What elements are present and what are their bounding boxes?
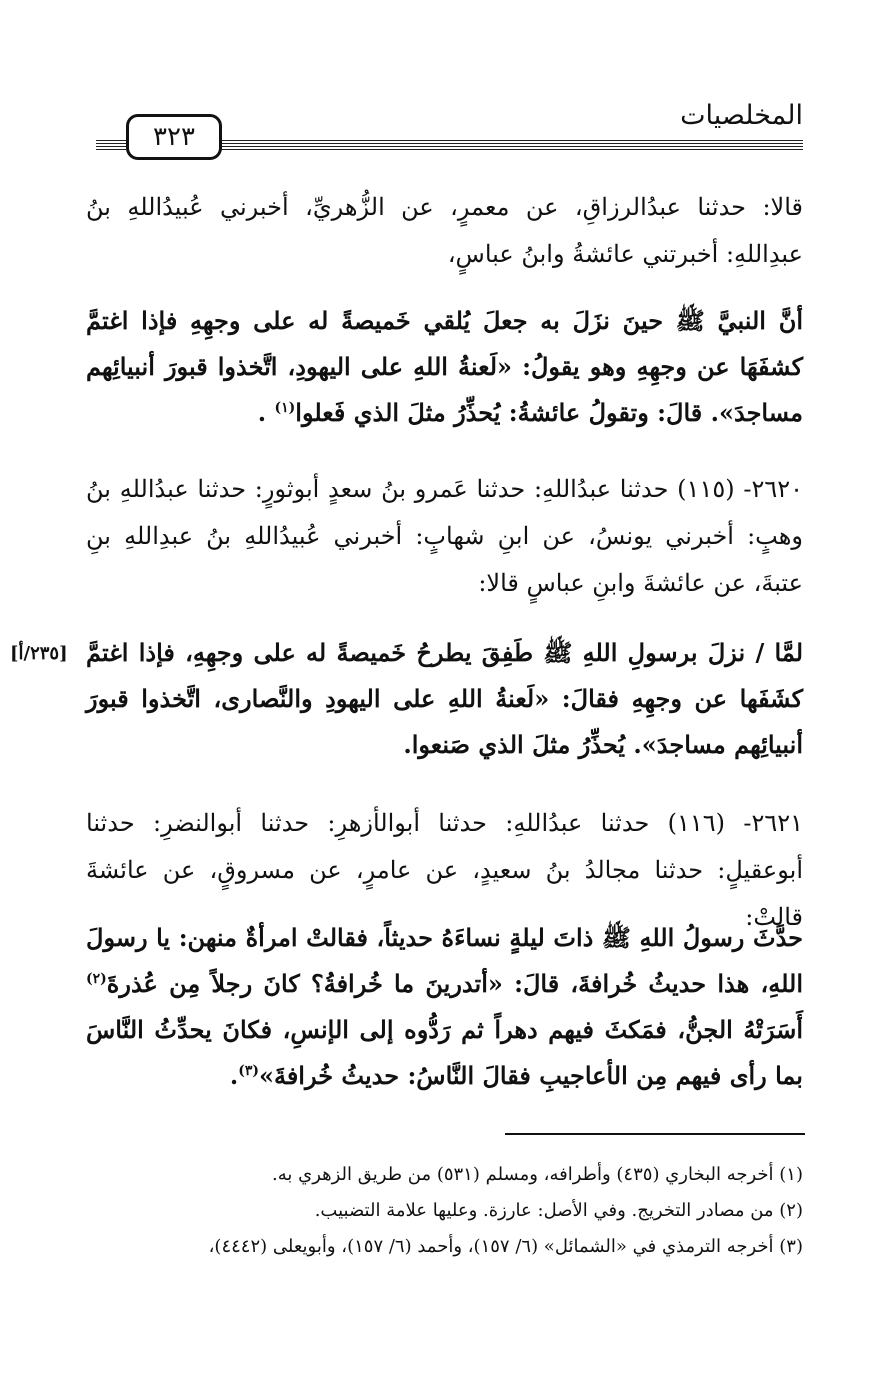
page-number-text: ٣٢٣: [153, 122, 195, 152]
paragraph-isnad-1: [86, 184, 803, 278]
paragraph-text: أَسَرَتْهُ الجنُّ، فمَكثَ فيهم دهراً ثم رَدُّوه إلى الإنسِ، فكانَ يحدِّثُ النَّاسَ بما رأى فيهم مِن الأعاجيبِ فقالَ النَّاسُ: حديثُ خُرافةَ»: [86, 1015, 803, 1090]
footnote-mark: (٣): [238, 1063, 259, 1079]
paragraph-text: ٢٦٢١- (١١٦) حدثنا عبدُاللهِ: حدثنا أبوالأزهرِ: حدثنا أبوالنضرِ: حدثنا أبوعقيلٍ: حدثنا مجالدُ بنُ سعيدٍ، عن عامرٍ، عن مسروقٍ، عن عائشةَ قالتْ:: [86, 809, 804, 931]
footnote-3: (٣) أخرجه الترمذي في «الشمائل» (٦/ ١٥٧)، وأحمد (٦/ ١٥٧)، وأبويعلى (٤٤٤٢)،: [208, 1236, 803, 1257]
footnote-1: (١) أخرجه البخاري (٤٣٥) وأطرافه، ومسلم (٥٣١) من طريق الزهري به.: [272, 1164, 803, 1185]
page-number: [126, 114, 222, 160]
paragraph-text: أنَّ النبيَّ ﷺ حينَ نزَلَ به جعلَ يُلقي خَميصةً له على وجهِهِ فإذا اغتمَّ كشفَهَا عن وجهِهِ وهو يقولُ: «لَعنةُ اللهِ على اليهودِ، اتَّخذوا قبورَ أنبيائِهم مساجدَ». قالَ: وتقولُ عائشةُ: يُحذِّرُ مثلَ الذي فَعلوا: [86, 306, 804, 427]
running-title: المخلصيات: [680, 100, 803, 131]
paragraph-matn-2: [86, 630, 803, 768]
footnote-mark: (٢): [86, 971, 107, 987]
paragraph-text: لمَّا / نزلَ برسولِ اللهِ ﷺ طَفِقَ يطرحُ خَميصةً له على وجهِهِ، فإذا اغتمَّ كشَفَها عن وجهِهِ فقالَ: «لَعنةُ اللهِ على اليهودِ والنَّصارى، اتَّخذوا قبورَ أنبيائِهم مساجدَ». يُحذِّرُ مثلَ الذي صَنعوا.: [86, 638, 803, 759]
header-rule-left: [96, 140, 126, 152]
footnote-mark: (١): [274, 400, 296, 416]
paragraph-matn-3: حدَّثَ رسولُ اللهِ ﷺ ذاتَ ليلةٍ نساءَهُ حديثاً، فقالتْ امرأةٌ منهن: يا رسولَ اللهِ، هذا حديثُ خُرافةَ، قالَ: «أتدرينَ ما خُرافةُ؟ كانَ رجلاً مِن عُذرةَ$^{(٢)}$ أَسَرَتْهُ الجنُّ، فمَكثَ فيهم دهراً ثم رَدُّوه إلى الإنسِ، فكانَ يحدِّثُ النَّاسَ بما رأى فيهم مِن الأعاجيبِ فقالَ النَّاسُ: حديثُ خُرافةَ»$^{(٣)}$.: [86, 923, 803, 1090]
footnote-separator: [505, 1133, 805, 1135]
header-rule-right: [216, 140, 803, 152]
paragraph-text: حدَّثَ رسولُ اللهِ ﷺ ذاتَ ليلةٍ نساءَهُ حديثاً، فقالتْ امرأةٌ منهن: يا رسولَ اللهِ، هذا حديثُ خُرافةَ، قالَ: «أتدرينَ ما خُرافةُ؟ كانَ رجلاً مِن عُذرةَ: [86, 923, 803, 998]
paragraph-hadith-2620: [86, 466, 803, 607]
footnote-2: (٢) من مصادر التخريج. وفي الأصل: عارزة. وعليها علامة التضبيب.: [314, 1200, 803, 1221]
paragraph-text: ٢٦٢٠- (١١٥) حدثنا عبدُاللهِ: حدثنا عَمرو بنُ سعدٍ أبوثورٍ: حدثنا عبدُاللهِ بنُ وهبٍ: أخبرني يونسُ، عن ابنِ شهابٍ: أخبرني عُبيدُاللهِ بنُ عبدِاللهِ بنِ عتبةَ، عن عائشةَ وابنِ عباسٍ قالا:: [86, 475, 804, 597]
paragraph-matn-1: أنَّ النبيَّ ﷺ حينَ نزَلَ به جعلَ يُلقي خَميصةً له على وجهِهِ فإذا اغتمَّ كشفَهَا عن وجهِهِ وهو يقولُ: «لَعنةُ اللهِ على اليهودِ، اتَّخذوا قبورَ أنبيائِهم مساجدَ». قالَ: وتقولُ عائشةُ: يُحذِّرُ مثلَ الذي فَعلوا$^{(١)}$ .: [86, 306, 804, 427]
margin-folio-note: [٢٣٥/أ]: [10, 643, 68, 664]
paragraph-text: قالا: حدثنا عبدُالرزاقِ، عن معمرٍ، عن الزُّهريِّ، أخبرني عُبيدُاللهِ بنُ عبدِاللهِ: أخبرتني عائشةُ وابنُ عباسٍ،: [86, 193, 803, 268]
